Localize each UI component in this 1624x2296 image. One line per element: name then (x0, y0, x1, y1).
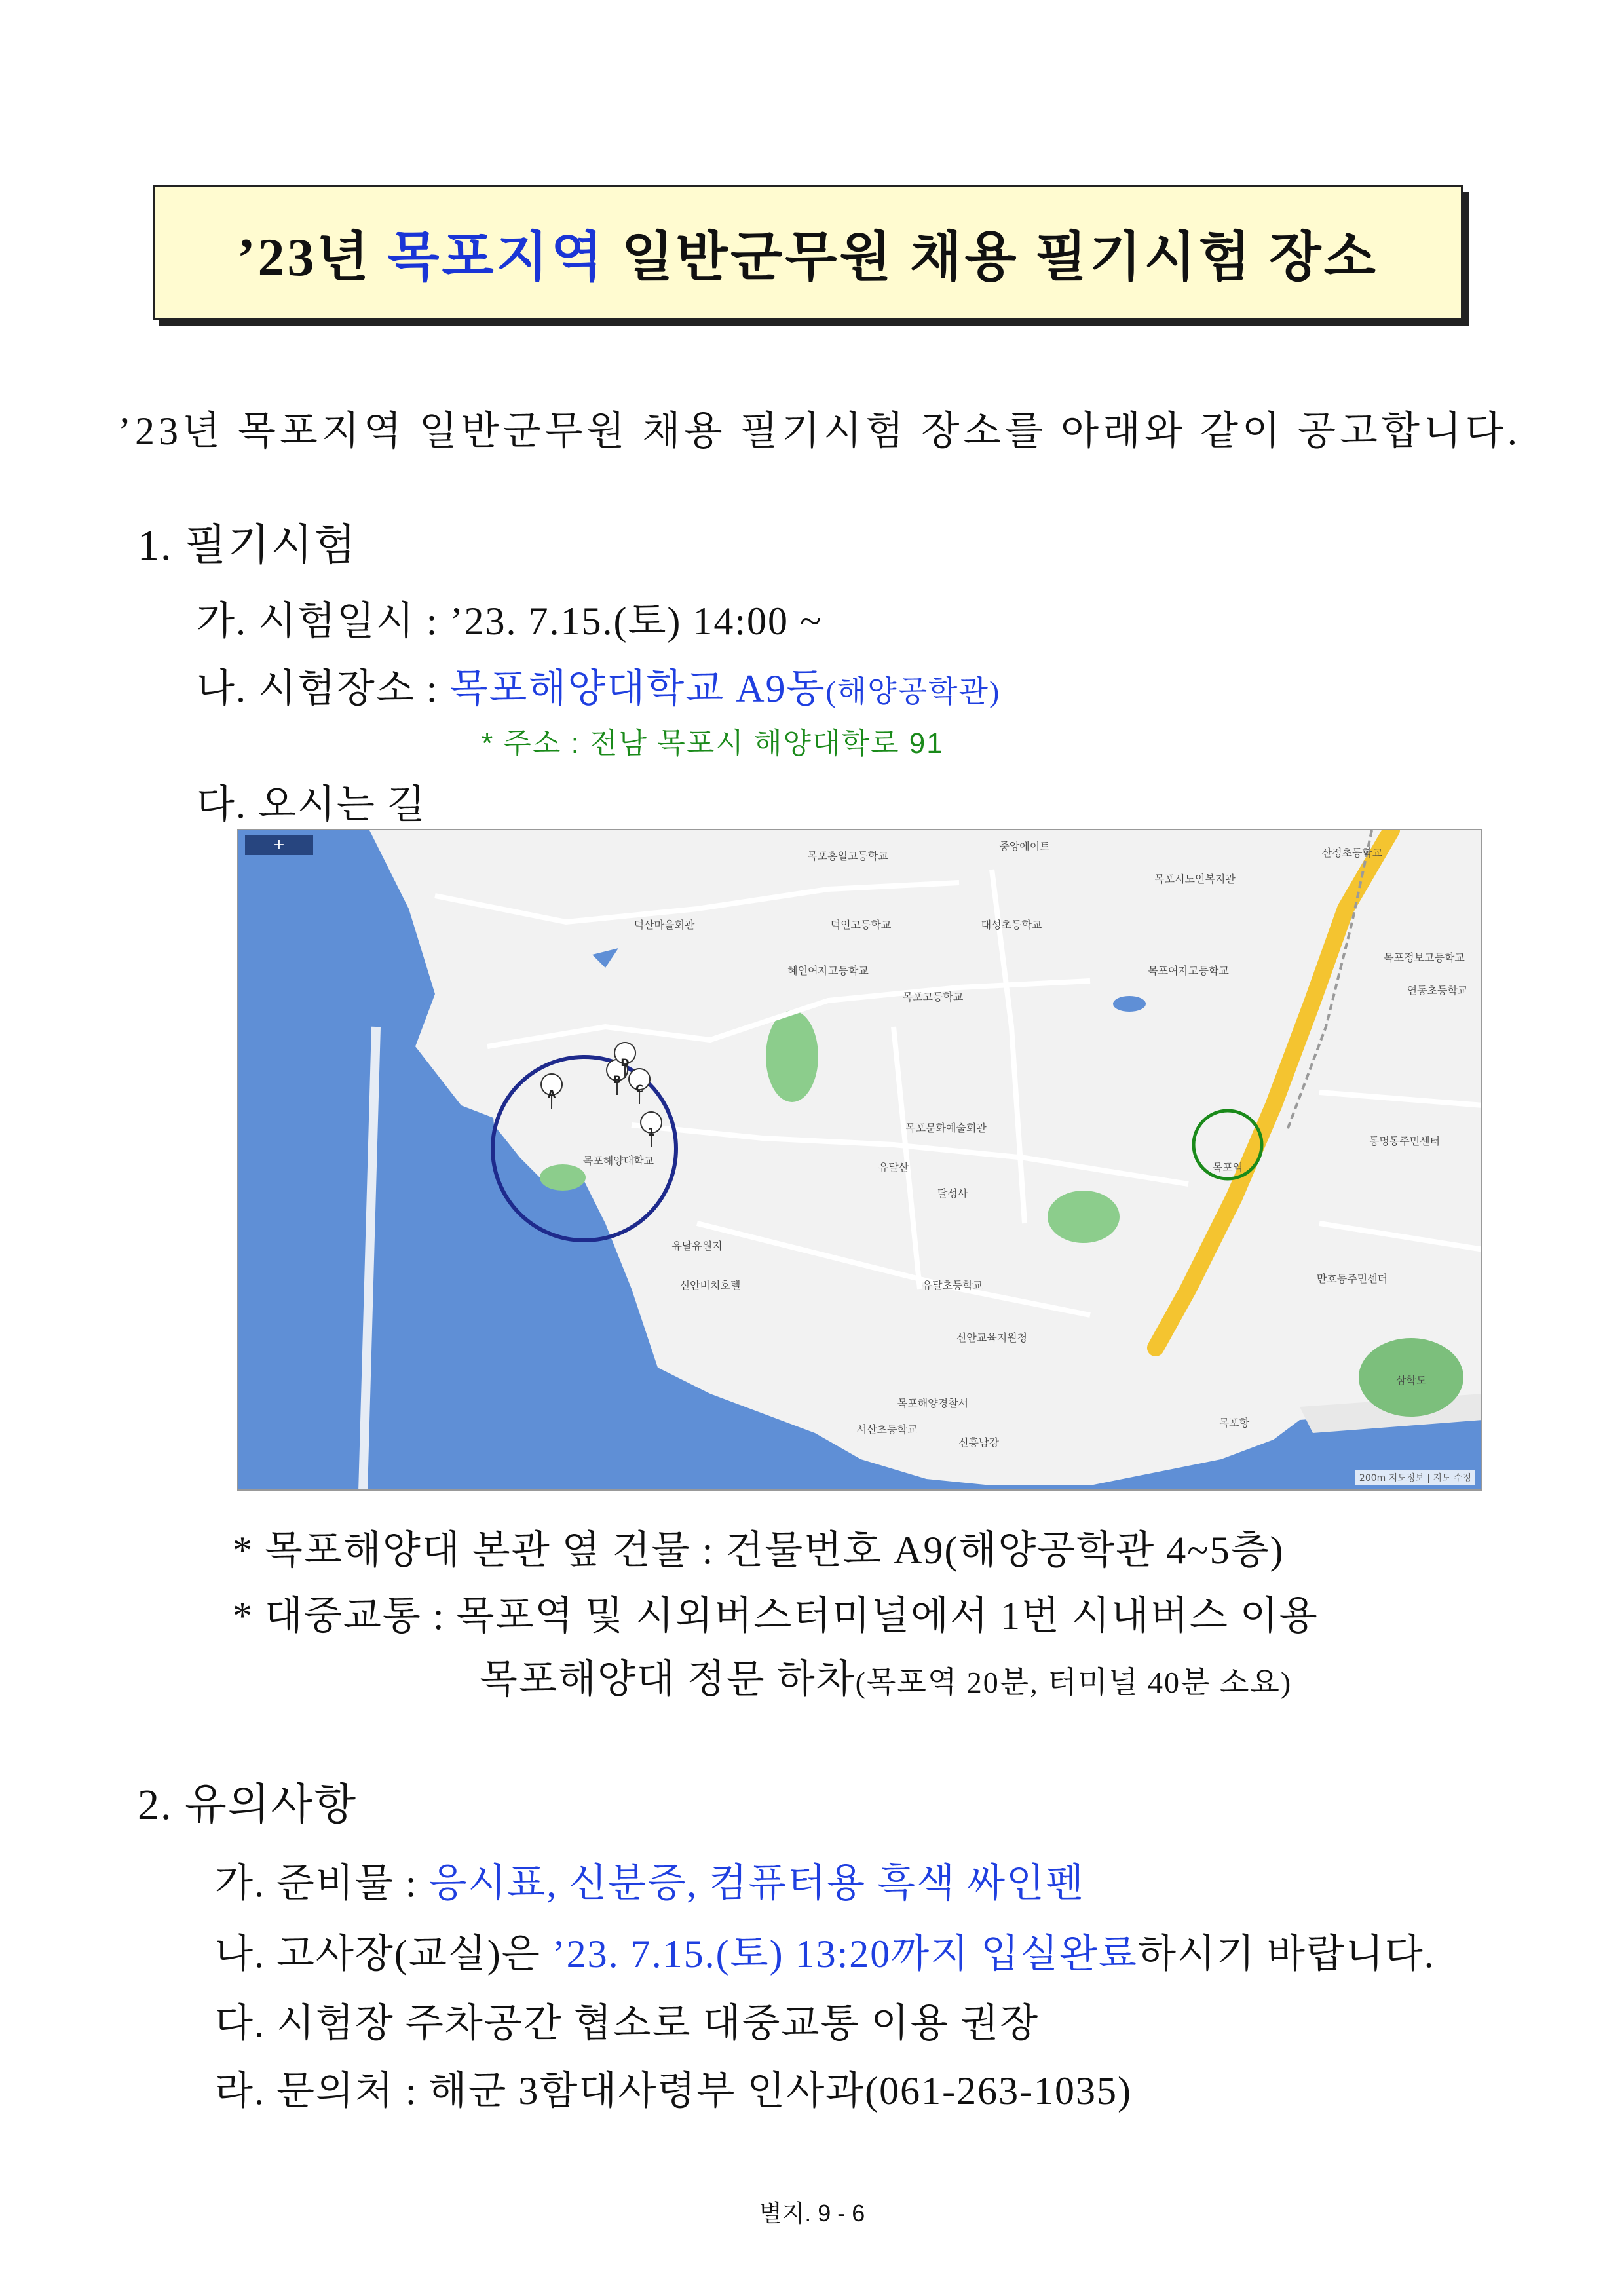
exam-address: * 주소 : 전남 목포시 해양대학로 91 (482, 727, 944, 759)
svg-text:A: A (547, 1088, 556, 1100)
exam-location-value: 목포해양대학교 A9동 (449, 667, 826, 710)
map-label: 목포시노인복지관 (1154, 873, 1236, 885)
map-label: 신안비치호텔 (679, 1279, 741, 1292)
map-label: 달성사 (937, 1187, 968, 1200)
title-part2: 일반군무원 채용 필기시험 장소 (605, 227, 1378, 287)
map-label: 목포홍일고등학교 (807, 850, 888, 862)
prep-items (215, 1852, 1085, 1908)
note-transit: * 대중교통 : 목포역 및 시외버스터미널에서 1번 시내버스 이용 (233, 1594, 1319, 1637)
prep-items-label: 가. 준비물 : (215, 1862, 429, 1905)
map-label: 목포고등학교 (902, 991, 964, 1003)
map-canvas (238, 830, 1482, 1491)
park-1 (766, 1010, 818, 1102)
exam-datetime-value: ’23. 7.15.(토) 14:00 ~ (449, 600, 823, 643)
map-label: 목포여자고등학교 (1148, 965, 1229, 977)
section1-heading: 1. 필기시험 (138, 522, 358, 569)
map-label: 만호동주민센터 (1316, 1272, 1388, 1285)
map-label: 목포해양대학교 (582, 1155, 654, 1167)
map-label: 신흥남강 (958, 1436, 999, 1449)
map-label: 중앙에이트 (999, 840, 1050, 852)
park-3 (540, 1164, 586, 1191)
directions-heading: 다. 오시는 길 (197, 783, 426, 826)
contact-info: 라. 문의처 : 해군 3함대사령부 인사과(061-263-1035) (215, 2069, 1133, 2113)
exam-datetime-label: 가. 시험일시 : (197, 600, 450, 643)
map-label: 목포문화예술회관 (905, 1122, 987, 1134)
pond (1113, 996, 1146, 1012)
map-label: 대성초등학교 (981, 919, 1042, 931)
map-label: 서산초등학교 (856, 1423, 918, 1436)
marker-1[interactable] (641, 1112, 662, 1147)
note-transit-time: (목포역 20분, 터미널 40분 소요) (855, 1666, 1293, 1699)
exam-location-building: (해양공학관) (825, 675, 1001, 708)
location-map[interactable] (237, 829, 1482, 1491)
map-label: 신안교육지원청 (956, 1331, 1028, 1344)
map-label: 목포항 (1218, 1417, 1250, 1429)
intro-text: ’23년 목포지역 일반군무원 채용 필기시험 장소를 아래와 같이 공고합니다. (118, 410, 1521, 453)
map-label: 유달유원지 (671, 1240, 723, 1252)
parking-notice: 다. 시험장 주차공간 협소로 대중교통 이용 권장 (215, 2002, 1040, 2045)
title-highlight: 목포지역 (387, 227, 606, 287)
map-label: 덕인고등학교 (830, 919, 892, 931)
entry-deadline (215, 1923, 1435, 1979)
park-2 (1048, 1191, 1120, 1243)
map-label: 혜인여자고등학교 (787, 965, 869, 977)
page-footer: 별지. 9 - 6 (759, 2200, 865, 2227)
prep-items-value: 응시표, 신분증, 컴퓨터용 흑색 싸인펜 (428, 1862, 1085, 1905)
map-attribution: 200m 지도정보 | 지도 수정 (1355, 1470, 1475, 1485)
entry-deadline-label: 나. 고사장(교실)은 (215, 1932, 552, 1976)
title-part1: ’23년 (237, 227, 388, 287)
map-label: 목포역 (1212, 1161, 1243, 1174)
svg-text:D: D (620, 1056, 630, 1069)
exam-location (197, 657, 1000, 714)
map-label: 목포정보고등학교 (1384, 951, 1465, 964)
map-label: 덕산마을회관 (633, 919, 695, 931)
map-zoom-control[interactable]: + (245, 835, 313, 855)
svg-text:C: C (635, 1082, 643, 1095)
exam-location-label: 나. 시험장소 : (197, 667, 450, 710)
note-building: * 목포해양대 본관 옆 건물 : 건물번호 A9(해양공학관 4~5층) (233, 1529, 1285, 1572)
title-box (153, 185, 1463, 320)
inlet (592, 948, 618, 968)
map-label: 연동초등학교 (1407, 984, 1468, 997)
svg-text:1: 1 (647, 1126, 655, 1138)
map-label: 유달산 (878, 1161, 909, 1174)
map-label: 목포해양경찰서 (897, 1397, 969, 1409)
map-label: 산정초등학교 (1321, 847, 1383, 859)
exam-datetime (197, 590, 823, 646)
section2-heading: 2. 유의사항 (138, 1781, 358, 1829)
map-label: 삼학도 (1395, 1374, 1427, 1387)
map-label: 유달초등학교 (922, 1279, 983, 1292)
note-transit-stop-main: 목포해양대 정문 하차 (480, 1658, 856, 1701)
map-label: 동명동주민센터 (1369, 1135, 1441, 1147)
note-transit-stop (480, 1648, 1292, 1704)
marker-c[interactable] (629, 1069, 650, 1104)
svg-text:B: B (613, 1073, 622, 1086)
entry-deadline-suffix: 하시기 바랍니다. (1138, 1932, 1435, 1976)
entry-deadline-value: ’23. 7.15.(토) 13:20까지 입실완료 (552, 1932, 1139, 1976)
